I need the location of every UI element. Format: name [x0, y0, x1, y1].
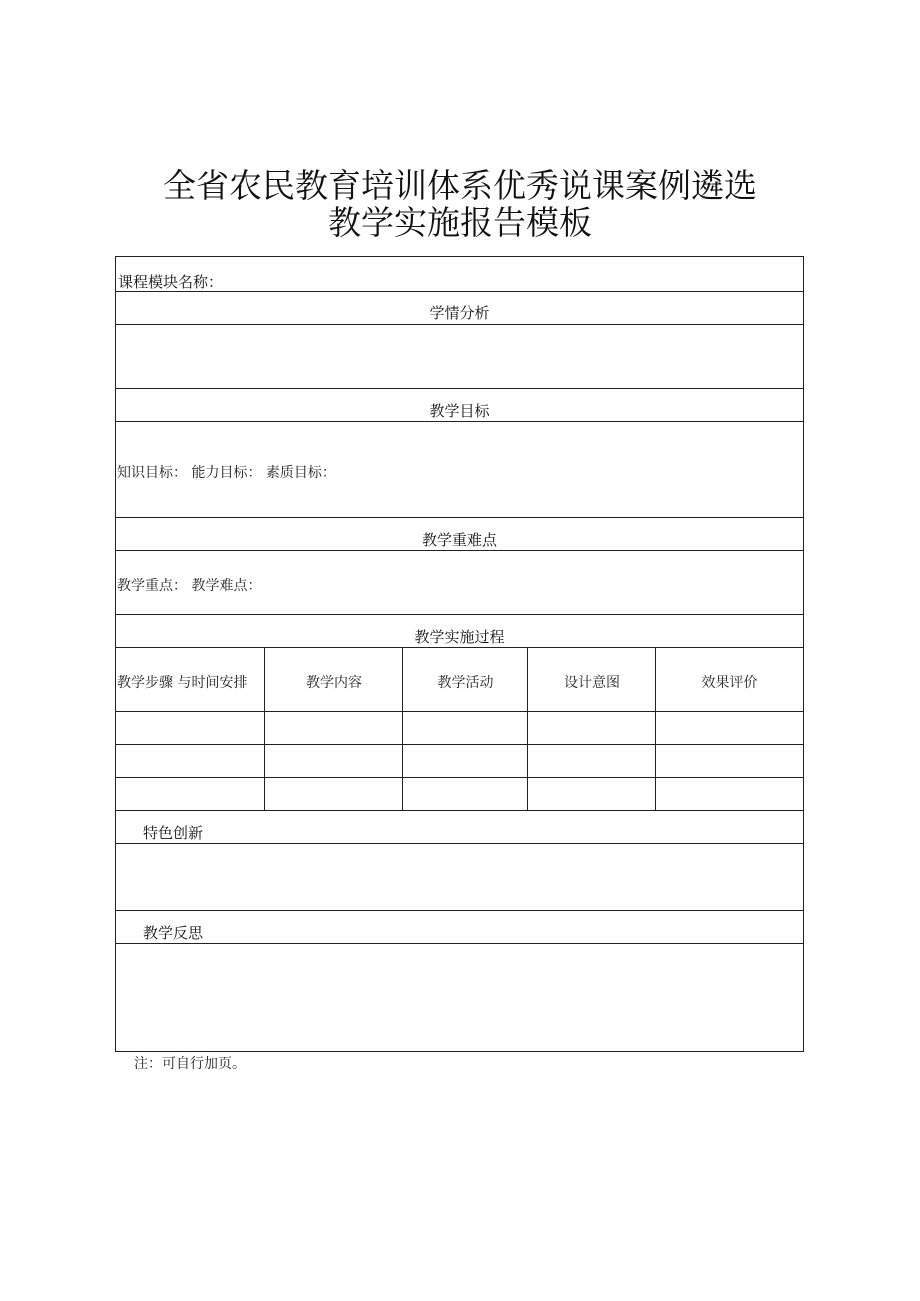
objectives-text: 知识目标： 能力目标： 素质目标： [117, 465, 336, 481]
table-divider [264, 648, 265, 811]
table-divider [402, 648, 403, 811]
process-table-row[interactable] [116, 712, 803, 745]
reflection-header [116, 911, 803, 944]
page-title-line-1: 全省农民教育培训体系优秀说课案例遴选 [163, 166, 757, 205]
key-points-header [116, 518, 803, 551]
process-table-row[interactable] [116, 778, 803, 811]
reflection-body[interactable] [116, 944, 803, 1051]
features-title: 特色创新 [143, 824, 204, 842]
table-divider [655, 648, 656, 811]
footnote: 注：可自行加页。 [134, 1056, 246, 1072]
process-col-activities: 教学活动 [437, 675, 494, 691]
process-col-content: 教学内容 [306, 675, 362, 691]
key-points-body[interactable] [116, 551, 803, 615]
learning-analysis-header [116, 292, 803, 325]
course-name-label: 课程模块名称： [118, 273, 224, 291]
features-header [116, 811, 803, 844]
learning-analysis-title: 学情分析 [429, 304, 490, 322]
process-table-header-row [116, 648, 803, 712]
learning-analysis-body[interactable] [116, 325, 803, 389]
report-form [115, 256, 804, 1052]
process-title: 教学实施过程 [414, 628, 505, 646]
process-col-design-intent: 设计意图 [564, 675, 620, 691]
objectives-header [116, 389, 803, 422]
process-header [116, 615, 803, 648]
objectives-title: 教学目标 [429, 402, 490, 420]
process-col-evaluation: 效果评价 [701, 675, 758, 691]
objectives-body[interactable] [116, 422, 803, 518]
key-points-title: 教学重难点 [421, 531, 497, 549]
features-body[interactable] [116, 844, 803, 911]
reflection-title: 教学反思 [143, 924, 204, 942]
process-col-steps: 教学步骤 与时间安排 [117, 675, 248, 691]
course-name-row [116, 257, 803, 292]
key-points-text: 教学重点： 教学难点： [117, 578, 262, 594]
table-divider [527, 648, 528, 811]
process-table-row[interactable] [116, 745, 803, 778]
page-title-line-2: 教学实施报告模板 [328, 203, 592, 242]
